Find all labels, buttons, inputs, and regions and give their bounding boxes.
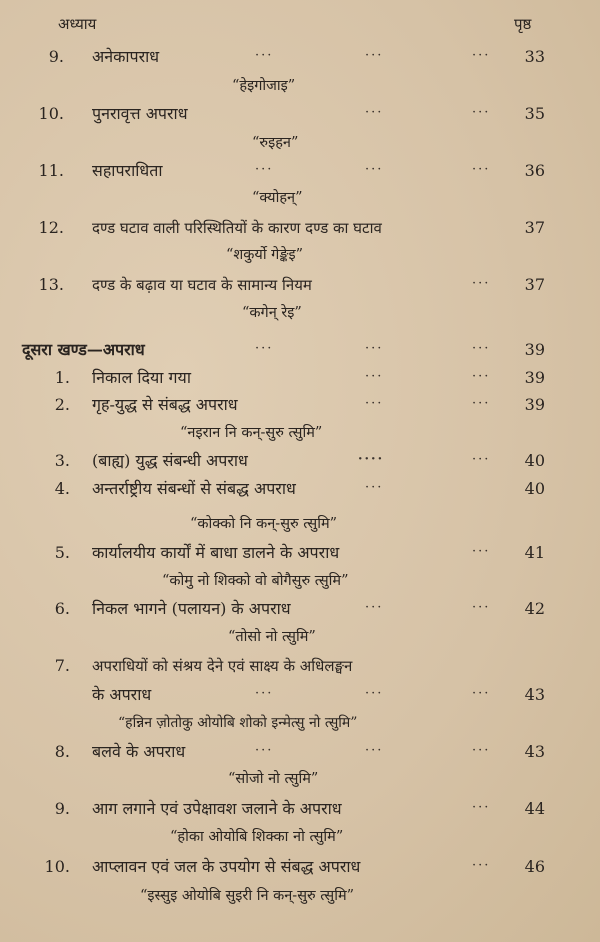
- japanese-term: “तोसो नो त्सुमि”: [228, 629, 316, 645]
- leader-dots: ···: [255, 48, 274, 63]
- entry-title: सहापराधिता: [92, 161, 163, 180]
- entry-page: 40: [524, 479, 545, 498]
- leader-dots: ···: [472, 341, 491, 356]
- leader-dots: ···: [472, 396, 491, 411]
- part-heading: दूसरा खण्ड—अपराध: [22, 340, 145, 359]
- leader-dots: ···: [472, 276, 491, 291]
- leader-dots: ···: [472, 743, 491, 758]
- leader-dots: ···: [255, 743, 274, 758]
- entry-page: 33: [524, 47, 545, 66]
- leader-dots: ···: [365, 48, 384, 63]
- entry-title: पुनरावृत्त अपराध: [92, 104, 188, 123]
- entry-title: कार्यालयीय कार्यों में बाधा डालने के अपराध: [92, 543, 340, 562]
- japanese-term: “होका ओयोबि शिक्का नो त्सुमि”: [170, 829, 344, 845]
- leader-dots: ···: [472, 105, 491, 120]
- leader-dots: ····: [358, 452, 385, 467]
- leader-dots: ···: [255, 162, 274, 177]
- entry-title: अन्तर्राष्ट्रीय संबन्धों से संबद्ध अपराध: [92, 479, 296, 498]
- entry-page: 39: [524, 395, 545, 414]
- leader-dots: ···: [365, 341, 384, 356]
- leader-dots: ···: [472, 452, 491, 467]
- chapter-column-header: अध्याय: [58, 15, 97, 33]
- entry-title: आग लगाने एवं उपेक्षावश जलाने के अपराध: [92, 799, 342, 818]
- entry-number: 12.: [38, 218, 64, 237]
- entry-number: 9.: [48, 47, 64, 66]
- japanese-term: “हेइगोजाइ”: [232, 78, 296, 94]
- entry-title: निकल भागने (पलायन) के अपराध: [92, 599, 291, 618]
- entry-page: 35: [524, 104, 545, 123]
- entry-page: 43: [524, 742, 545, 761]
- leader-dots: ···: [365, 600, 384, 615]
- leader-dots: ···: [472, 800, 491, 815]
- entry-page: 42: [524, 599, 545, 618]
- japanese-term: “हन्निन ज़ोतोकु ओयोबि शोको इन्मेत्सु नो त्सुमि”: [118, 715, 358, 731]
- entry-page: 41: [524, 543, 545, 562]
- part-page: 39: [524, 340, 545, 359]
- entry-page: 40: [524, 451, 545, 470]
- entry-page: 44: [524, 799, 545, 818]
- leader-dots: ···: [365, 743, 384, 758]
- leader-dots: ···: [255, 341, 274, 356]
- entry-number: 7.: [54, 656, 70, 675]
- entry-title: निकाल दिया गया: [92, 368, 191, 387]
- japanese-term: “सोजो नो त्सुमि”: [228, 771, 319, 787]
- leader-dots: ···: [472, 544, 491, 559]
- leader-dots: ···: [472, 48, 491, 63]
- leader-dots: ···: [472, 686, 491, 701]
- leader-dots: ···: [472, 369, 491, 384]
- entry-page: 39: [524, 368, 545, 387]
- entry-page: 37: [524, 218, 545, 237]
- entry-title: अनेकापराध: [92, 47, 160, 66]
- entry-title: आप्लावन एवं जल के उपयोग से संबद्ध अपराध: [92, 857, 361, 876]
- japanese-term: “नइरान नि कन्-सुरु त्सुमि”: [180, 425, 323, 441]
- entry-number: 10.: [44, 857, 70, 876]
- entry-title: अपराधियों को संश्रय देने एवं साक्ष्य के अधिलङ्घन: [92, 657, 353, 675]
- entry-number: 1.: [54, 368, 70, 387]
- entry-page: 43: [524, 685, 545, 704]
- entry-title: गृह-युद्ध से संबद्ध अपराध: [92, 395, 238, 414]
- entry-number: 13.: [38, 275, 64, 294]
- leader-dots: ···: [472, 600, 491, 615]
- entry-page: 46: [524, 857, 545, 876]
- japanese-term: “इस्सुइ ओयोबि सुइरी नि कन्-सुरु त्सुमि”: [140, 888, 355, 904]
- entry-title-continued: के अपराध: [92, 685, 152, 704]
- leader-dots: ···: [365, 162, 384, 177]
- entry-number: 9.: [54, 799, 70, 818]
- page-column-header: पृष्ठ: [514, 15, 532, 33]
- entry-number: 5.: [54, 543, 70, 562]
- japanese-term: “क्योहन्”: [252, 190, 303, 206]
- japanese-term: “कगेन् रेइ”: [242, 305, 302, 321]
- leader-dots: ···: [255, 686, 274, 701]
- entry-title: बलवे के अपराध: [92, 742, 186, 761]
- leader-dots: ···: [472, 162, 491, 177]
- japanese-term: “कोक्को नि कन्-सुरु त्सुमि”: [190, 516, 338, 532]
- japanese-term: “रुइहन”: [252, 135, 299, 151]
- entry-page: 37: [524, 275, 545, 294]
- entry-number: 10.: [38, 104, 64, 123]
- leader-dots: ···: [365, 686, 384, 701]
- entry-number: 3.: [54, 451, 70, 470]
- entry-number: 11.: [38, 161, 64, 180]
- entry-title: दण्ड के बढ़ाव या घटाव के सामान्य नियम: [92, 276, 312, 294]
- entry-number: 6.: [54, 599, 70, 618]
- entry-title: दण्ड घटाव वाली परिस्थितियों के कारण दण्ड का घटाव: [92, 219, 382, 237]
- japanese-term: “कोमु नो शिक्को वो बोगैसुरु त्सुमि”: [162, 573, 349, 589]
- leader-dots: ···: [365, 480, 384, 495]
- leader-dots: ···: [365, 369, 384, 384]
- entry-page: 36: [524, 161, 545, 180]
- entry-number: 4.: [54, 479, 70, 498]
- leader-dots: ···: [472, 858, 491, 873]
- entry-number: 2.: [54, 395, 70, 414]
- leader-dots: ···: [365, 396, 384, 411]
- japanese-term: “शकुर्यो गेङ्केइ”: [226, 247, 304, 263]
- entry-number: 8.: [54, 742, 70, 761]
- leader-dots: ···: [365, 105, 384, 120]
- entry-title: (बाह्य) युद्ध संबन्धी अपराध: [92, 451, 248, 470]
